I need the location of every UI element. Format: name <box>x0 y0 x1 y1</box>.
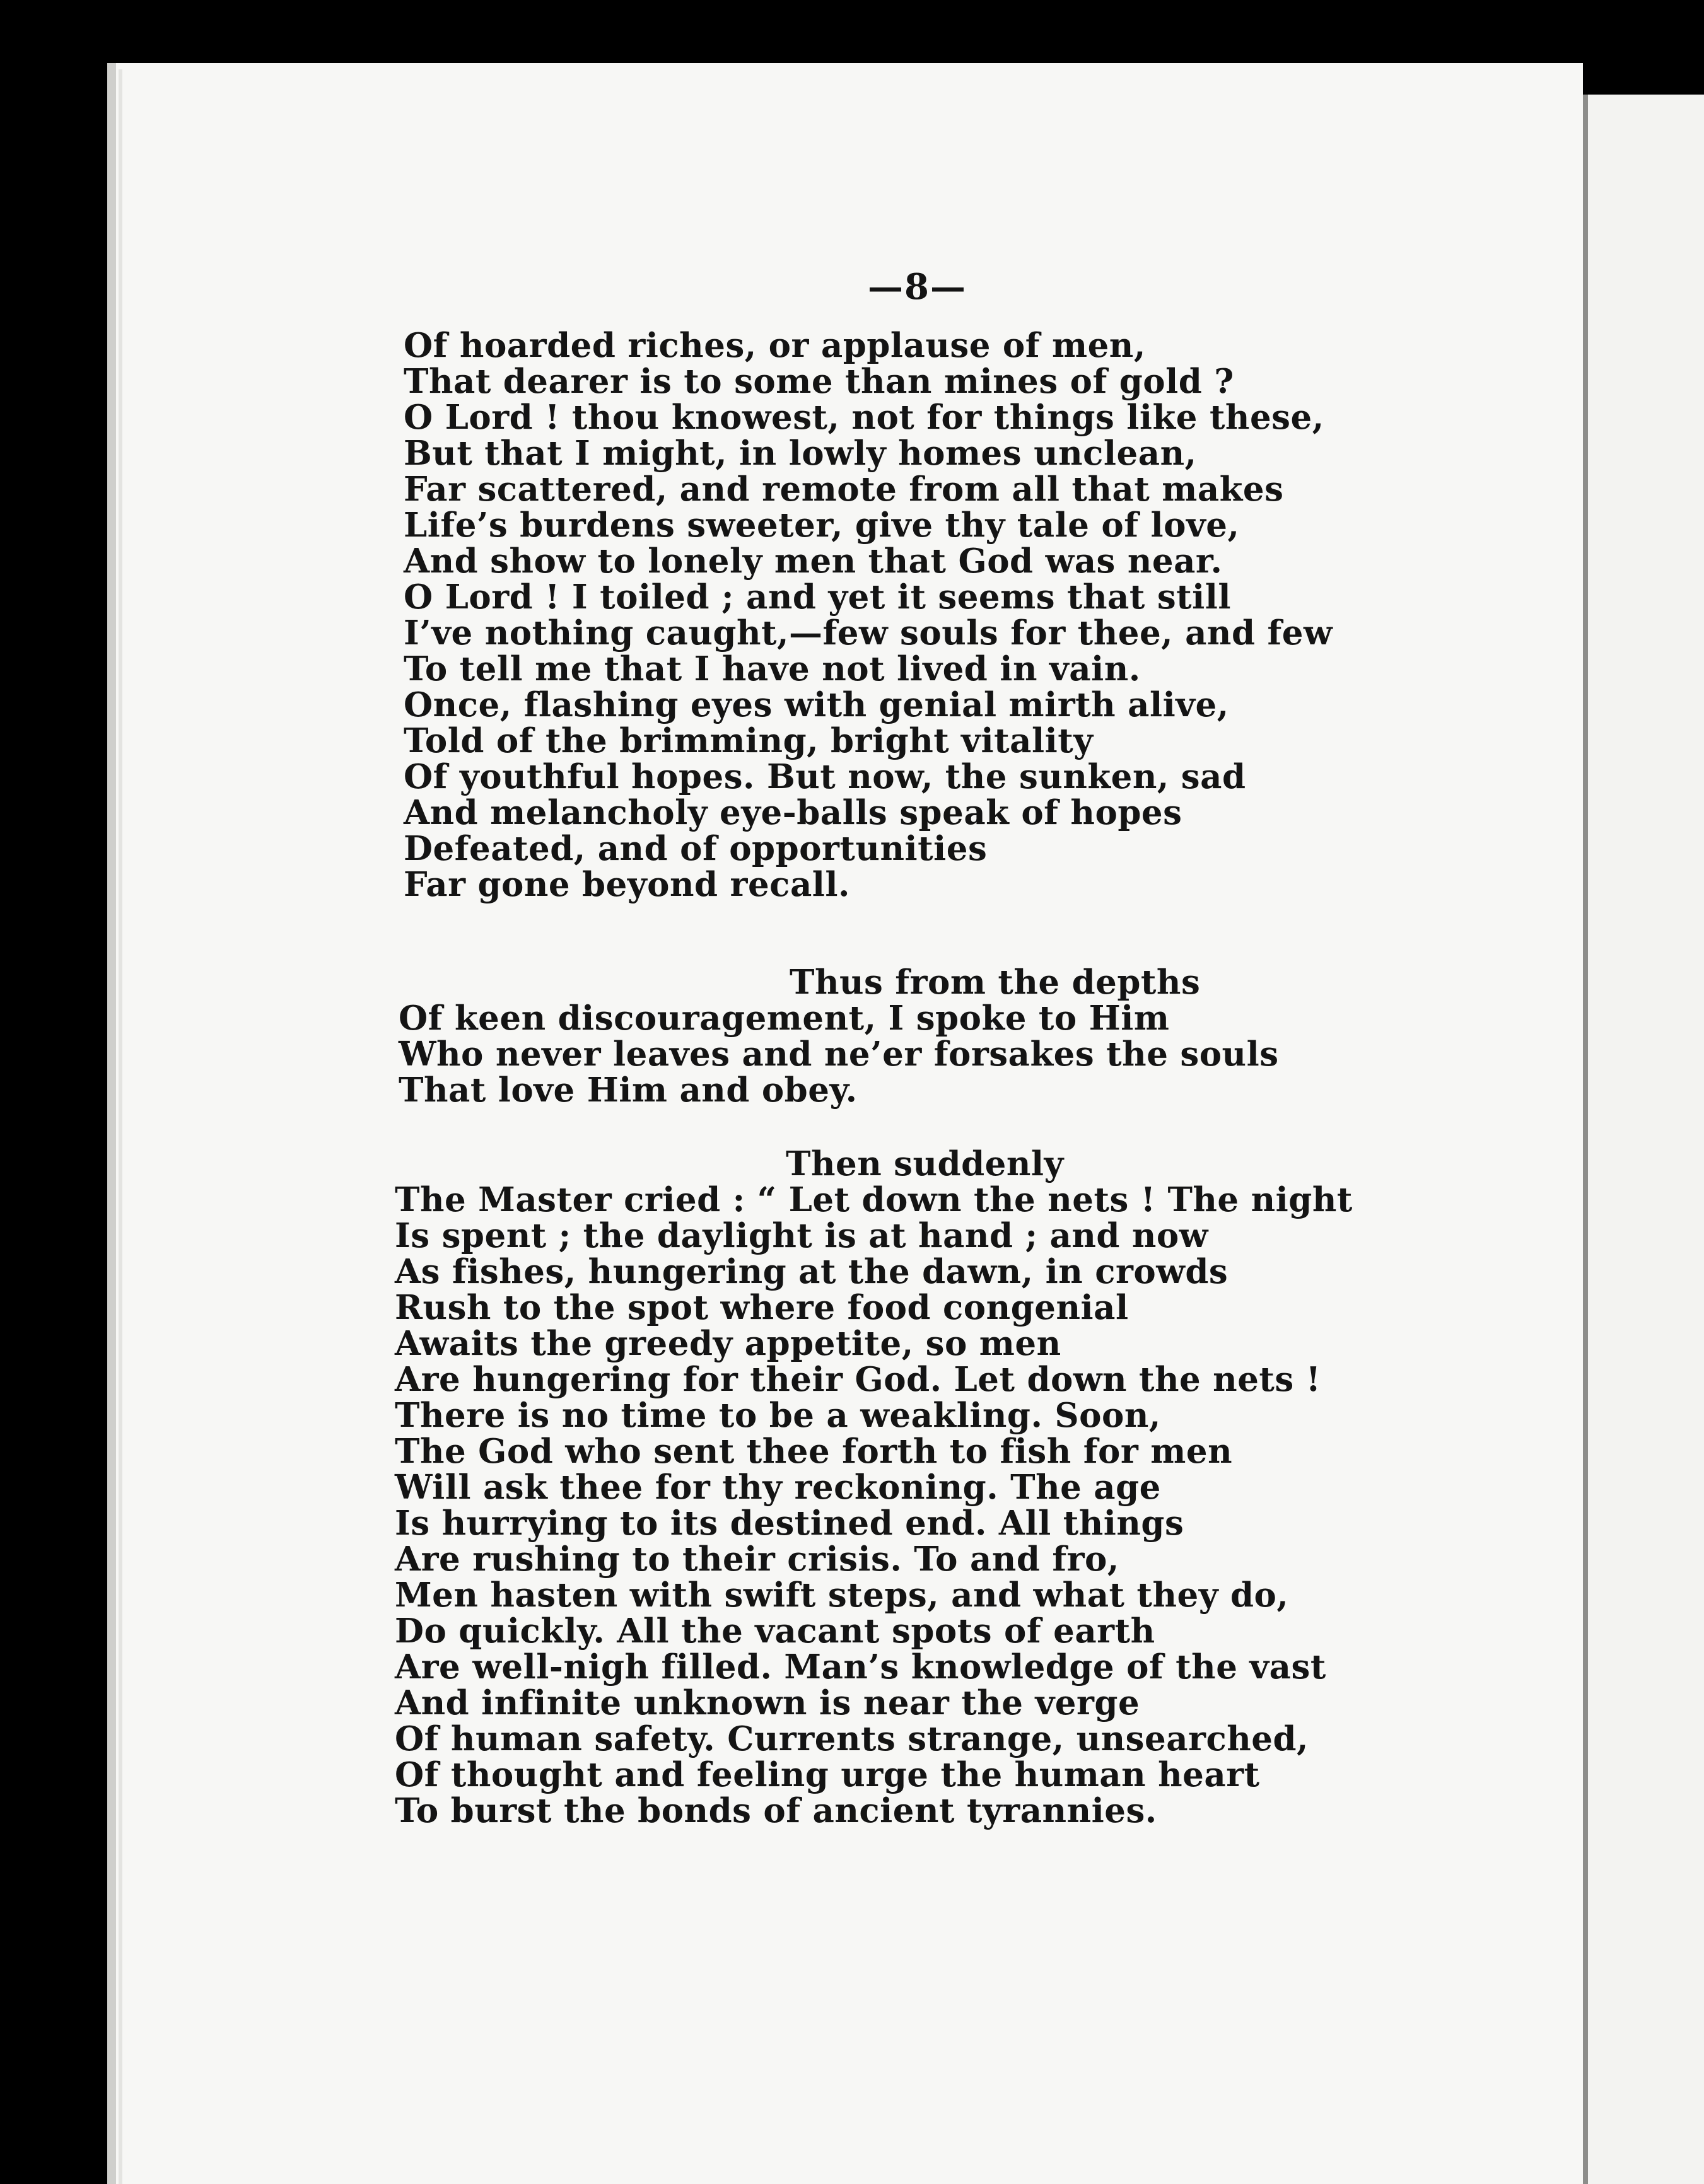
verse-line: Awaits the greedy appetite, so men <box>395 1324 1061 1363</box>
verse-line: Of human safety. Currents strange, unsearched, <box>395 1719 1309 1758</box>
page-number: —8— <box>868 266 967 308</box>
stanza-1 <box>404 328 1333 903</box>
verse-line: O Lord ! I toiled ; and yet it seems that still <box>404 578 1232 617</box>
verse-line: To burst the bonds of ancient tyrannies. <box>395 1791 1157 1830</box>
verse-line: But that I might, in lowly homes unclean, <box>404 434 1197 473</box>
verse-line: As fishes, hungering at the dawn, in crowds <box>395 1252 1228 1291</box>
verse-line: Are rushing to their crisis. To and fro, <box>395 1540 1119 1579</box>
verse-line: O Lord ! thou knowest, not for things like these, <box>404 398 1324 437</box>
page-edge <box>119 69 122 2184</box>
verse-line: Of thought and feeling urge the human heart <box>395 1755 1260 1794</box>
verse-line: That dearer is to some than mines of gold ? <box>404 362 1234 401</box>
verse-line: Who never leaves and ne’er forsakes the souls <box>399 1035 1279 1074</box>
verse-line: Will ask thee for thy reckoning. The age <box>395 1468 1161 1507</box>
verse-line: Far scattered, and remote from all that makes <box>404 470 1284 509</box>
verse-line: Men hasten with swift steps, and what they do, <box>395 1576 1289 1615</box>
verse-line: To tell me that I have not lived in vain. <box>404 649 1141 688</box>
verse-line: Defeated, and of opportunities <box>404 829 988 868</box>
verse-line: Once, flashing eyes with genial mirth alive, <box>404 685 1229 724</box>
verse-line: Of keen discouragement, I spoke to Him <box>399 999 1170 1038</box>
verse-line: Of youthful hopes. But now, the sunken, sad <box>404 757 1246 796</box>
verse-line: Is hurrying to its destined end. All things <box>395 1504 1184 1543</box>
facing-page-edge <box>1583 95 1704 2184</box>
verse-line: And show to lonely men that God was near. <box>404 542 1223 581</box>
verse-line-indented: Then suddenly <box>786 1144 1064 1183</box>
verse-line-indented: Thus from the depths <box>790 963 1201 1002</box>
verse-line: And melancholy eye-balls speak of hopes <box>404 793 1182 832</box>
verse-line: Do quickly. All the vacant spots of earth <box>395 1612 1155 1651</box>
verse-line: I’ve nothing caught,—few souls for thee, and few <box>404 613 1333 653</box>
verse-line: The Master cried : “ Let down the nets ! The night <box>395 1180 1353 1219</box>
stanza-2 <box>399 965 1279 1108</box>
verse-line: Are well-nigh filled. Man’s knowledge of the vast <box>395 1647 1326 1687</box>
verse-line: Are hungering for their God. Let down the nets ! <box>395 1360 1321 1399</box>
stanza-3 <box>395 1146 1353 1865</box>
verse-line: Is spent ; the daylight is at hand ; and now <box>395 1216 1208 1255</box>
verse-line: Of hoarded riches, or applause of men, <box>404 326 1146 365</box>
verse-line: Told of the brimming, bright vitality <box>404 721 1094 760</box>
verse-line: Rush to the spot where food congenial <box>395 1288 1129 1327</box>
verse-line: That love Him and obey. <box>399 1071 858 1110</box>
verse-line: The God who sent thee forth to fish for men <box>395 1432 1233 1471</box>
verse-line <box>395 1829 1353 1865</box>
verse-line: There is no time to be a weakling. Soon, <box>395 1396 1161 1435</box>
verse-line: And infinite unknown is near the verge <box>395 1683 1140 1722</box>
verse-line: Far gone beyond recall. <box>404 865 851 904</box>
verse-line: Life’s burdens sweeter, give thy tale of love, <box>404 506 1240 545</box>
